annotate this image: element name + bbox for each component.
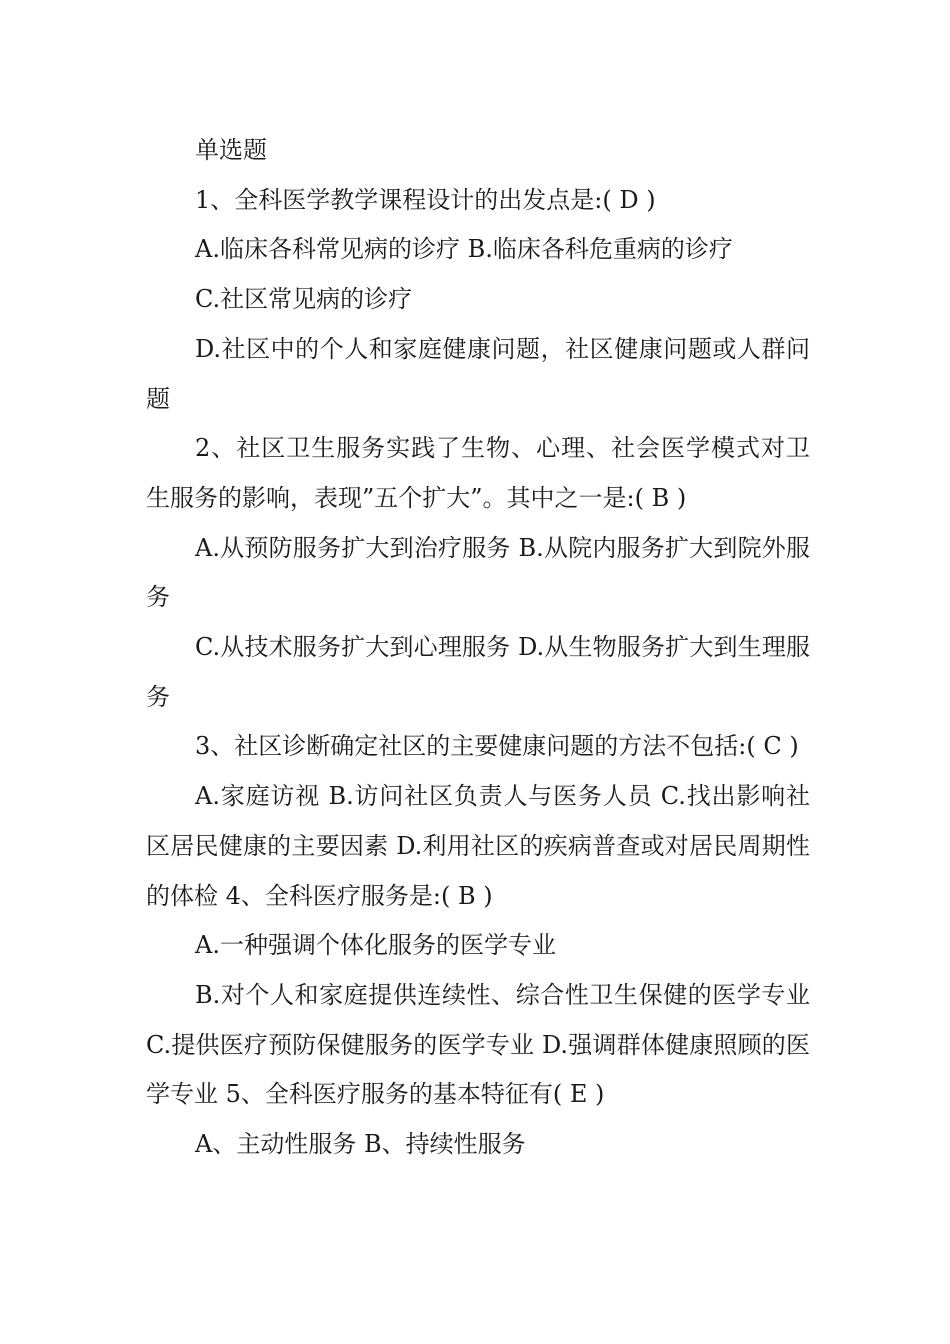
question-2-options-cd: C.从技术服务扩大到心理服务 D.从生物服务扩大到生理服务	[146, 633, 810, 711]
question-1-options-ab: A.临床各科常见病的诊疗 B.临床各科危重病的诊疗	[195, 235, 733, 264]
question-1: 1、全科医学教学课程设计的出发点是:( D )	[195, 185, 656, 214]
question-3: 3、社区诊断确定社区的主要健康问题的方法不包括:( C )	[195, 732, 799, 761]
question-4-options-bcd-and-question-5: B.对个人和家庭提供连续性、综合性卫生保健的医学专业 C.提供医疗预防保健服务的医学专业 D.强调群体健康照顾的医学专业 5、全科医疗服务的基本特征有( E )	[146, 980, 810, 1109]
question-1-option-d: D.社区中的个人和家庭健康问题，社区健康问题或人群问题	[146, 334, 810, 413]
question-3-options-and-question-4: A.家庭访视 B.访问社区负责人与医务人员 C.找出影响社区居民健康的主要因素 D.利用社区的疾病普查或对居民周期性的体检 4、全科医疗服务是:( B )	[146, 782, 810, 910]
question-2-options-ab: A.从预防服务扩大到治疗服务 B.从院内服务扩大到院外服务	[146, 533, 810, 612]
question-5-options-ab: A、主动性服务 B、持续性服务	[195, 1130, 526, 1159]
question-4-option-a: A.一种强调个体化服务的医学专业	[195, 931, 556, 960]
question-1-option-c: C.社区常见病的诊疗	[195, 285, 413, 314]
document-body	[146, 126, 810, 1170]
section-heading: 单选题	[195, 136, 267, 164]
question-2: 2、社区卫生服务实践了生物、心理、社会医学模式对卫生服务的影响，表现”五个扩大”。其中之一是:( B )	[146, 434, 810, 512]
